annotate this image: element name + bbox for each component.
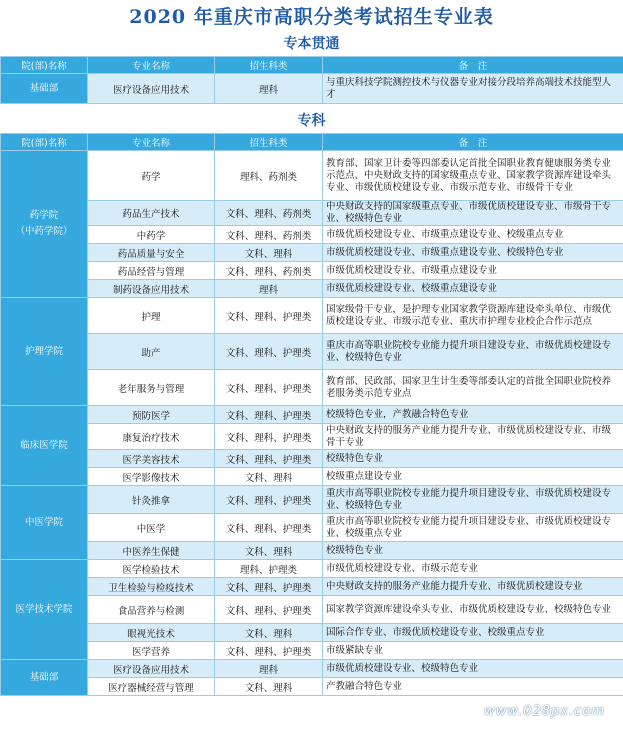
dept-cell: 中医学院 (1, 486, 88, 560)
table-row (1, 370, 623, 406)
table-row (1, 424, 623, 450)
note-cell: 市级优质校建设专业、校级重点建设专业 (323, 280, 623, 298)
table-row (1, 298, 623, 334)
dept-cell: 临床医学院 (1, 406, 88, 486)
major-cell: 药品生产技术 (88, 201, 215, 226)
table-row (1, 560, 623, 578)
note-cell: 国家级骨干专业，是护理专业国家教学资源库建设牵头单位、市级优质校建设专业、市级示范专业、重庆市护理专业校企合作示范点 (323, 298, 623, 334)
table-row (1, 542, 623, 560)
category-cell: 文科、理科、护理类 (215, 514, 323, 542)
category-cell: 文科、理科、护理类 (215, 596, 323, 624)
major-cell: 药品质量与安全 (88, 244, 215, 262)
table-header-row (1, 57, 623, 74)
note-cell: 校级重点建设专业 (323, 468, 623, 486)
dept-cell: 医学技术学院 (1, 560, 88, 660)
table-row (1, 678, 623, 696)
category-cell: 文科、理科、护理类 (215, 298, 323, 334)
note-cell: 市级紧缺专业 (323, 642, 623, 660)
category-cell: 理科、护理类 (215, 560, 323, 578)
note-cell: 市级优质校建设专业、市级示范专业 (323, 560, 623, 578)
major-cell: 医学检验技术 (88, 560, 215, 578)
category-cell: 文科、理科、护理类 (215, 450, 323, 468)
table-row (1, 624, 623, 642)
table-row (1, 468, 623, 486)
note-cell: 重庆市高等职业院校专业能力提升项目建设专业、市级优质校建设专业、校级重点专业 (323, 514, 623, 542)
note-cell: 中央财政支持的国家级重点专业、市级优质校建设专业、市级骨干专业、校级特色专业 (323, 201, 623, 226)
major-cell: 制药设备应用技术 (88, 280, 215, 298)
note-cell: 中央财政支持的服务产业能力提升专业、市级优质校建设专业、市级骨干专业 (323, 424, 623, 450)
note-cell: 教育部、民政部、国家卫生计生委等部委认定的首批全国职业院校养老服务类示范专业点 (323, 370, 623, 406)
major-cell: 针灸推拿 (88, 486, 215, 514)
category-cell: 文科、理科 (215, 678, 323, 696)
category-cell: 理科 (215, 280, 323, 298)
category-cell: 文科、理科、药剂类 (215, 262, 323, 280)
watermark: www.028px.com (484, 704, 605, 719)
note-cell: 市级优质校建设专业、市级重点建设专业、校级特色专业 (323, 244, 623, 262)
note-cell: 校级特色专业 (323, 542, 623, 560)
major-cell: 医学影像技术 (88, 468, 215, 486)
major-cell: 护理 (88, 298, 215, 334)
major-cell: 卫生检验与检疫技术 (88, 578, 215, 596)
major-cell: 助产 (88, 334, 215, 370)
major-cell: 医学营养 (88, 642, 215, 660)
major-cell: 食品营养与检测 (88, 596, 215, 624)
category-cell: 文科、理科、药剂类 (215, 201, 323, 226)
dept-cell: 药学院 （中药学院） (1, 151, 88, 298)
note-cell: 与重庆科技学院测控技术与仪器专业对接分段培养高端技术技能型人才 (323, 74, 623, 104)
note-cell: 市级优质校建设专业、市级重点建设专业 (323, 262, 623, 280)
table-row (1, 226, 623, 244)
table-row (1, 596, 623, 624)
category-cell: 文科、理科 (215, 542, 323, 560)
section-title-bridge: 专本贯通 (283, 36, 340, 52)
category-cell: 文科、理科、护理类 (215, 486, 323, 514)
category-cell: 文科、理科、护理类 (215, 424, 323, 450)
major-cell: 预防医学 (88, 406, 215, 424)
table-row (1, 334, 623, 370)
note-cell: 产教融合特色专业 (323, 678, 623, 696)
table-row (1, 642, 623, 660)
header-dept: 院(部)名称 (1, 134, 88, 151)
major-cell: 中医学 (88, 514, 215, 542)
category-cell: 文科、理科 (215, 244, 323, 262)
dept-cell: 护理学院 (1, 298, 88, 406)
major-cell: 中药学 (88, 226, 215, 244)
major-cell: 药学 (88, 151, 215, 201)
table-row (1, 151, 623, 201)
major-cell: 医疗设备应用技术 (88, 74, 215, 104)
major-cell: 医学美容技术 (88, 450, 215, 468)
page-title: 2020 年重庆市高职分类考试招生专业表 (129, 6, 494, 28)
table-row (1, 244, 623, 262)
major-cell: 医疗设备应用技术 (88, 660, 215, 678)
header-major: 专业名称 (88, 57, 215, 74)
table-row (1, 280, 623, 298)
header-dept: 院(部)名称 (1, 57, 88, 74)
note-cell: 中央财政支持的服务产业能力提升专业、市级优质校建设专业 (323, 578, 623, 596)
note-cell: 国际合作专业、市级优质校建设专业、校级重点专业 (323, 624, 623, 642)
category-cell: 文科、理科、药剂类 (215, 226, 323, 244)
table-row (1, 514, 623, 542)
note-cell: 国家教学资源库建设牵头专业、市级优质校建设专业、校级特色专业 (323, 596, 623, 624)
major-cell: 眼视光技术 (88, 624, 215, 642)
major-cell: 老年服务与管理 (88, 370, 215, 406)
category-cell: 文科、理科、护理类 (215, 642, 323, 660)
header-category: 招生科类 (215, 134, 323, 151)
major-cell: 康复治疗技术 (88, 424, 215, 450)
note-cell: 教育部、国家卫计委等四部委认定首批全国职业教育健康服务类专业示范点、中央财政支持的国家级重点专业、国家教学资源库建设牵头专业、市级优质校建设专业、市级示范专业、市级骨干专业 (323, 151, 623, 201)
category-cell: 文科、理科 (215, 468, 323, 486)
table-row (1, 201, 623, 226)
table-row (1, 262, 623, 280)
table-row (1, 578, 623, 596)
table-row (1, 74, 623, 104)
note-cell: 市级优质校建设专业、校级特色专业 (323, 660, 623, 678)
category-cell: 文科、理科、护理类 (215, 370, 323, 406)
table-row (1, 660, 623, 678)
note-cell: 重庆市高等职业院校专业能力提升项目建设专业、市级优质校建设专业、校级特色专业 (323, 334, 623, 370)
dept-cell: 基础部 (1, 660, 88, 696)
header-note: 备 注 (323, 57, 623, 74)
note-cell: 校级特色专业，产教融合特色专业 (323, 406, 623, 424)
section-title-college: 专科 (297, 113, 326, 129)
major-cell: 药品经营与管理 (88, 262, 215, 280)
college-table (0, 133, 623, 696)
table-row (1, 406, 623, 424)
bridge-table (0, 56, 623, 104)
table-row (1, 450, 623, 468)
major-cell: 中医养生保健 (88, 542, 215, 560)
major-cell: 医疗器械经营与管理 (88, 678, 215, 696)
category-cell: 理科、药剂类 (215, 151, 323, 201)
header-category: 招生科类 (215, 57, 323, 74)
dept-cell: 基础部 (1, 74, 88, 104)
note-cell: 市级优质校建设专业、市级重点建设专业、校级重点专业 (323, 226, 623, 244)
table-header-row (1, 134, 623, 151)
category-cell: 理科 (215, 660, 323, 678)
category-cell: 文科、理科、护理类 (215, 406, 323, 424)
category-cell: 文科、理科 (215, 624, 323, 642)
header-major: 专业名称 (88, 134, 215, 151)
note-cell: 校级特色专业 (323, 450, 623, 468)
table-row (1, 486, 623, 514)
category-cell: 文科、理科、护理类 (215, 334, 323, 370)
note-cell: 重庆市高等职业院校专业能力提升项目建设专业、市级优质校建设专业、校级特色专业 (323, 486, 623, 514)
header-note: 备 注 (323, 134, 623, 151)
category-cell: 文科、理科、护理类 (215, 578, 323, 596)
category-cell: 理科 (215, 74, 323, 104)
